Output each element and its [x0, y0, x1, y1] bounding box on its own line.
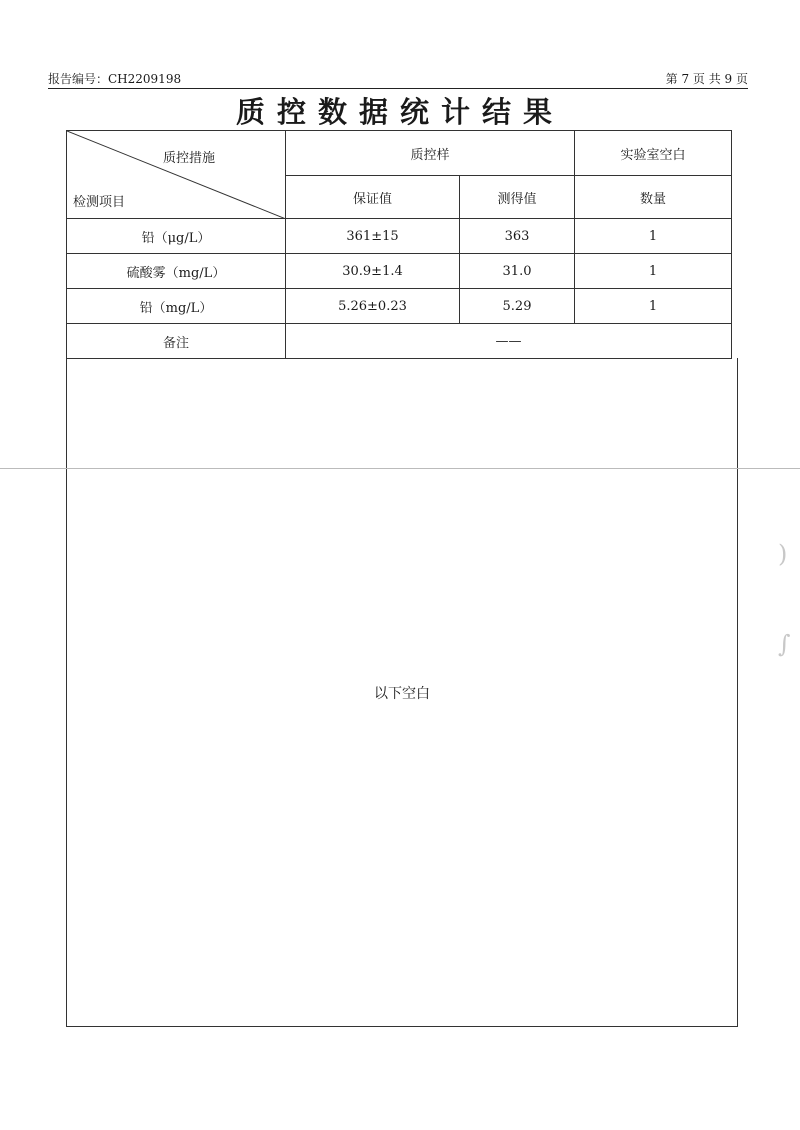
row-count: 1 — [575, 219, 732, 254]
header-lab-blank: 实验室空白 — [575, 131, 732, 176]
report-number: 报告编号：CH2209198 — [48, 72, 182, 86]
corner-label-qc-measures: 质控措施 — [163, 151, 216, 166]
row-item: 铅（μg/L） — [67, 219, 286, 254]
remarks-row — [67, 324, 732, 359]
scan-edge-mark: ) — [778, 540, 788, 568]
row-item: 铅（mg/L） — [67, 289, 286, 324]
row-certified: 30.9±1.4 — [286, 254, 460, 289]
remarks-label: 备注 — [67, 324, 286, 359]
row-certified: 361±15 — [286, 219, 460, 254]
blank-area — [66, 358, 738, 1027]
header-count: 数量 — [575, 176, 732, 219]
report-header — [48, 70, 748, 89]
header-qc-sample: 质控样 — [286, 131, 575, 176]
table-corner-cell — [67, 131, 286, 219]
row-item: 硫酸雾（mg/L） — [67, 254, 286, 289]
row-count: 1 — [575, 254, 732, 289]
corner-label-test-item: 检测项目 — [73, 195, 126, 210]
row-measured: 363 — [460, 219, 575, 254]
row-count: 1 — [575, 289, 732, 324]
header-certified-value: 保证值 — [286, 176, 460, 219]
row-measured: 31.0 — [460, 254, 575, 289]
scan-artifact-line — [0, 468, 800, 469]
table-row — [67, 219, 732, 254]
row-certified: 5.26±0.23 — [286, 289, 460, 324]
page-title: 质控数据统计结果 — [235, 95, 564, 129]
row-measured: 5.29 — [460, 289, 575, 324]
page-info: 第 7 页 共 9 页 — [665, 72, 748, 86]
scan-edge-mark: ∫ — [778, 630, 791, 658]
qc-results-table — [66, 130, 732, 359]
table-row — [67, 289, 732, 324]
header-measured-value: 测得值 — [460, 176, 575, 219]
blank-below-note: 以下空白 — [374, 686, 430, 702]
remarks-value: —— — [286, 324, 732, 359]
table-row — [67, 254, 732, 289]
